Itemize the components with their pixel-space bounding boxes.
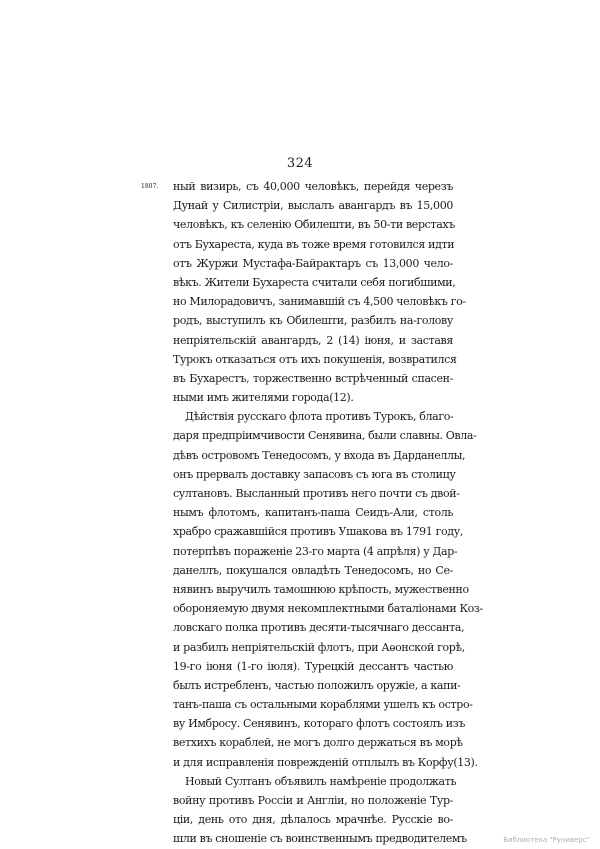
text-line: султановъ. Высланный противъ него почти съ двой- [173,487,460,500]
text-line: ветхихъ кораблей, не могъ долго держаться въ морѣ [173,736,463,750]
text-line: даря предпріимчивости Сенявина, были славны. Овла- [173,429,477,443]
text-line: 19-го іюня (1-го іюля). Турецкій дессантъ частью [173,659,453,673]
text-line: храбро сражавшійся противъ Ушакова въ 1791 году, [173,525,463,539]
text-line: потерпѣвъ пораженіе 23-го марта (4 апрѣля) у Дар- [173,544,458,558]
text-line: ловскаго полка противъ десяти-тысячнаго дессанта, [173,621,465,635]
text-line: ву Имбросу. Сенявинъ, котораго флотъ состоялъ изъ [173,717,466,731]
text-line: родъ, выступилъ къ Обилешти, разбилъ на-голову [173,314,453,328]
text-line: непріятельскій авангардъ, 2 (14) іюня, и заставя [173,333,453,347]
text-line: отъ Журжи Мустафа-Байрактаръ съ 13,000 чело- [173,256,453,270]
text-line: онъ прервалъ доставку запасовъ съ юга въ столицу [173,467,456,481]
text-line: нымъ флотомъ, капитанъ-паша Сеидъ-Али, столь [173,506,453,520]
text-line: былъ истребленъ, частью положилъ оружіе, а капи- [173,678,461,692]
text-line: человѣкъ, къ селенію Обилешти, въ 50-ти верстахъ [173,218,455,232]
text-line: данеллъ, покушался овладѣть Тенедосомъ, но Се- [173,563,453,577]
text-line: нявинъ выручилъ тамошнюю крѣпость, мужественно [173,582,469,596]
text-line: ный визирь, съ 40,000 человѣкъ, перейдя черезъ [173,180,453,193]
margin-year-note: 1807. [141,183,159,190]
text-line: Турокъ отказаться отъ ихъ покушенія, возвратился [173,352,457,366]
text-line: дѣвъ островомъ Тенедосомъ, у входа въ Дарданеллы, [173,448,466,462]
text-line: ными имъ жителями города(12). [173,391,354,405]
text-line: и для исправленія поврежденій отплылъ въ Корфу(13). [173,755,478,769]
text-line: ціи, день ото дня, дѣлалось мрачнѣе. Русскіе во- [173,813,453,827]
body-text [173,177,483,849]
text-line: вѣкъ. Жители Бухареста считали себя погибшими, [173,275,456,289]
library-watermark: Библиотека "Руниверс" [503,836,590,844]
text-line: Новый Султанъ объявилъ намѣреніе продолжать [185,774,457,788]
text-line: обороняемую двумя некомплектными баталіонами Коз- [173,602,483,616]
text-line: но Милорадовичъ, занимавшій съ 4,500 человѣкъ го- [173,295,466,309]
text-line: Дѣйствія русскаго флота противъ Турокъ, благо- [185,410,454,424]
text-line: танъ-паша съ остальными кораблями ушелъ къ остро- [173,698,473,712]
text-line: шли въ сношеніе съ воинственнымъ предводителемъ [173,832,467,846]
text-line: въ Бухарестъ, торжественно встрѣченный спасен- [173,371,453,385]
text-line: отъ Бухареста, куда въ тоже время готовился идти [173,237,455,251]
text-line: Дунай у Силистріи, выслалъ авангардъ въ 15,000 [173,199,453,213]
text-line: войну противъ Россіи и Англіи, но положеніе Тур- [173,794,453,807]
text-line: и разбилъ непріятельскій флотъ, при Аѳонской горѣ, [173,640,465,654]
page-number: 324 [286,156,314,171]
